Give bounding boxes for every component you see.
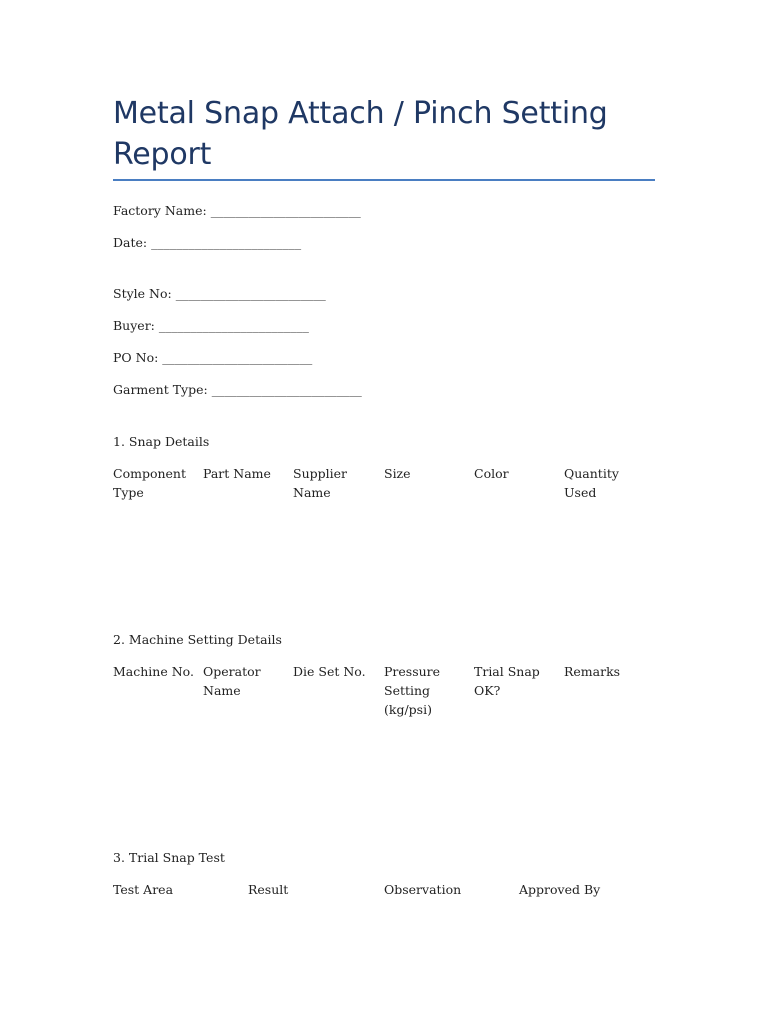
column-header: Operator Name xyxy=(203,664,261,698)
field-blank: ________________________ xyxy=(158,318,309,333)
column-header: Size xyxy=(384,466,411,481)
field-label: Factory Name: xyxy=(113,203,207,218)
column-header: Supplier Name xyxy=(293,466,347,500)
column-header: Trial Snap OK? xyxy=(474,664,540,698)
column-header: Approved By xyxy=(519,882,601,897)
title-underline-rule xyxy=(113,179,655,181)
column-header: Color xyxy=(474,466,509,481)
section-heading-snap-details: 1. Snap Details xyxy=(113,434,210,449)
section-heading-trial-snap-test: 3. Trial Snap Test xyxy=(113,850,225,865)
column-header: Die Set No. xyxy=(293,664,366,679)
column-header: Pressure Setting (kg/psi) xyxy=(384,664,441,717)
buyer-field[interactable] xyxy=(113,316,309,335)
field-blank: ________________________ xyxy=(211,382,362,397)
column-header: Test Area xyxy=(113,882,174,897)
page-title: Metal Snap Attach / Pinch Setting Report xyxy=(113,96,608,172)
column-header: Part Name xyxy=(203,466,271,481)
field-blank: ________________________ xyxy=(210,203,361,218)
column-header: Result xyxy=(248,882,289,897)
field-blank: ________________________ xyxy=(162,350,313,365)
date-field[interactable] xyxy=(113,233,301,252)
column-header: Component Type xyxy=(113,466,186,500)
field-blank: ________________________ xyxy=(151,235,302,250)
section-heading-machine-setting-details: 2. Machine Setting Details xyxy=(113,632,282,647)
field-label: PO No: xyxy=(113,350,159,365)
garment-type-field[interactable] xyxy=(113,380,362,399)
field-label: Garment Type: xyxy=(113,382,208,397)
field-label: Date: xyxy=(113,235,148,250)
column-header: Quantity Used xyxy=(564,466,619,500)
po-no-field[interactable] xyxy=(113,348,312,367)
style-no-field[interactable] xyxy=(113,284,326,303)
field-blank: ________________________ xyxy=(175,286,326,301)
column-header: Remarks xyxy=(564,664,621,679)
field-label: Style No: xyxy=(113,286,172,301)
column-header: Observation xyxy=(384,882,462,897)
factory-name-field[interactable] xyxy=(113,201,361,220)
column-header: Machine No. xyxy=(113,664,194,679)
field-label: Buyer: xyxy=(113,318,155,333)
